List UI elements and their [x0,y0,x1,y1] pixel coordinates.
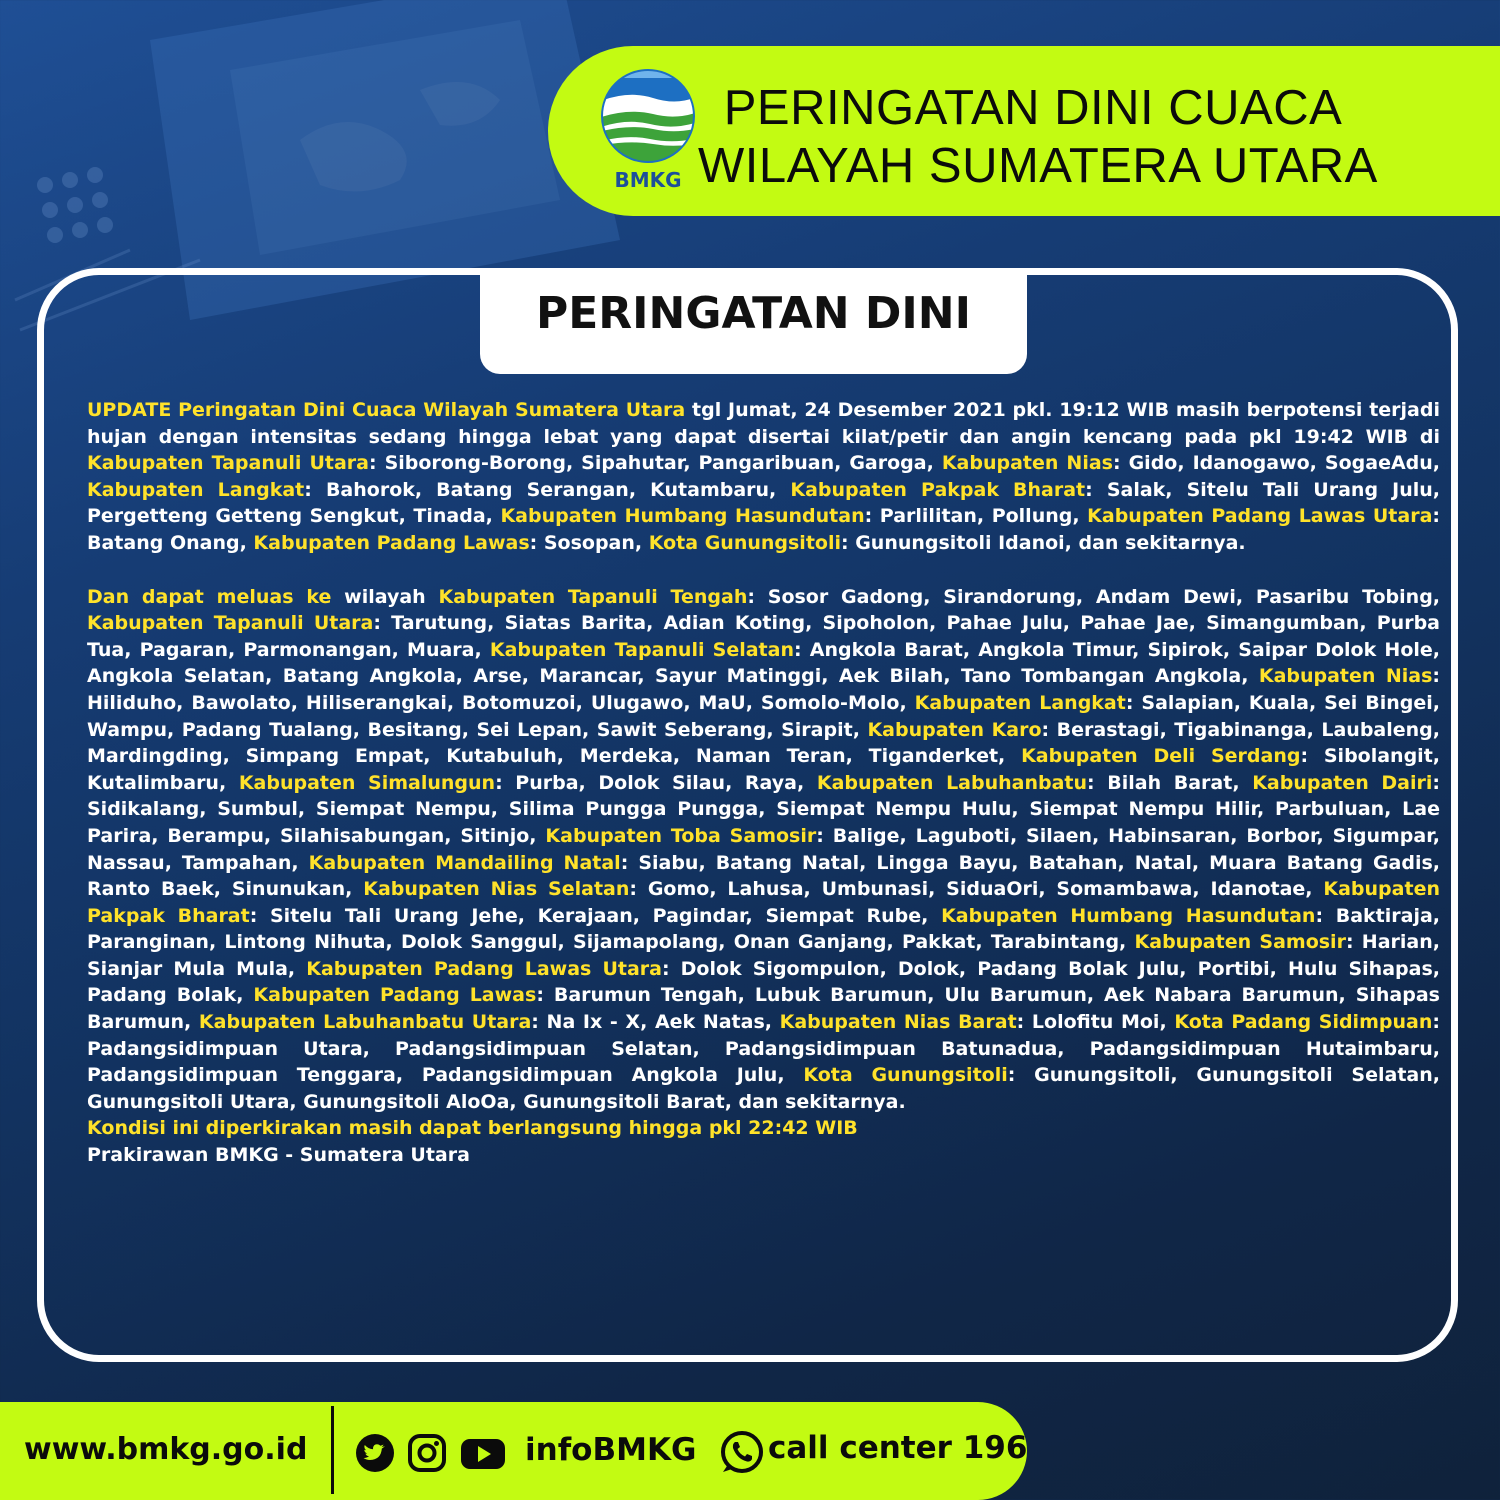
header-title-line1: PERINGATAN DINI CUACA [723,81,1343,135]
social-handle[interactable]: infoBMKG [525,1432,697,1468]
region-name: Kabupaten Humbang Hasundutan [500,505,865,528]
region-name: Kabupaten Nias [941,452,1113,475]
call-center-number[interactable]: call center 196 [768,1430,1028,1466]
text-segment: : Sibolangit, Kutalimbaru, [87,745,1440,794]
region-name: Kabupaten Nias Barat [779,1011,1017,1034]
region-name: Dan dapat meluas ke [87,585,332,608]
region-name: Kabupaten Padang Lawas [253,531,530,554]
region-name: Kabupaten Padang Lawas Utara [1087,505,1433,528]
text-segment: : Bahorok, Batang Serangan, Kutambaru, [304,478,791,501]
region-name: Kabupaten Simalungun [238,771,496,794]
text-segment: : Barumun Tengah, Lubuk Barumun, Ulu Barumun, Aek Nabara Barumun, Sihapas Barumun, [87,984,1440,1034]
region-name: Kabupaten Tapanuli Tengah [438,585,748,608]
text-segment: : Sosopan, [529,531,649,554]
region-name: UPDATE Peringatan Dini Cuaca Wilayah Sumatera Utara [87,399,686,421]
region-name: Kota Padang Sidimpuan [1174,1011,1433,1034]
text-segment: : Balige, Laguboti, Silaen, Habinsaran, Borbor, Sigumpar, Nassau, Tampahan, [87,824,1440,874]
header-title-line2: WILAYAH SUMATERA UTARA [698,139,1378,193]
text-segment: : Salapian, Kuala, Sei Bingei, Wampu, Padang Tualang, Besitang, Sei Lepan, Sawit Seberang, Sirapit, [87,691,1440,741]
region-name: Kabupaten Pakpak Bharat [790,478,1086,501]
region-name: Kabupaten Pakpak Bharat [87,878,1440,927]
text-segment: : Harian, Sianjar Mula Mula, [87,931,1440,980]
region-name: Kabupaten Langkat [914,691,1126,714]
text-segment: : Gunungsitoli, Gunungsitoli Selatan, Gunungsitoli Utara, Gunungsitoli AloOa, Gunungsitoli Barat, dan sekitarnya. [87,1064,1440,1113]
text-segment: : Berastagi, Tigabinanga, Laubaleng, Mardingding, Simpang Empat, Kutabuluh, Merdeka, Naman Teran, Tiganderket, [87,718,1440,768]
text-segment: : Purba, Dolok Silau, Raya, [495,771,817,794]
region-name: Kabupaten Labuhanbatu [816,771,1088,794]
region-name: Kabupaten Tapanuli Utara [87,452,369,475]
website-link[interactable]: www.bmkg.go.id [24,1432,308,1467]
phone-icon [720,1430,764,1474]
logo-text: BMKG [614,168,682,192]
card-tab [480,268,1027,374]
region-name: Kabupaten Padang Lawas Utara [306,957,662,980]
text-segment: : Gido, Idanogawo, SogaeAdu, [1112,452,1441,475]
region-name: Kabupaten Deli Serdang [1021,745,1301,768]
text-segment: : Hiliduho, Bawolato, Hiliserangkai, Botomuzoi, Ulugawo, MaU, Somolo-Molo, [87,665,1440,714]
warning-paragraph-1 [87,397,1440,557]
region-name: Kabupaten Tapanuli Selatan [489,638,794,661]
closing-statement: Kondisi ini diperkirakan masih dapat berlangsung hingga pkl 22:42 WIB [87,1117,858,1140]
text-segment: : Sosor Gadong, Sirandorung, Andam Dewi, Pasaribu Tobing, [747,585,1441,608]
text-segment: : Dolok Sigompulon, Dolok, Padang Bolak Julu, Portibi, Hulu Sihapas, Padang Bolak, [87,957,1440,1007]
text-segment: : Salak, Sitelu Tali Urang Julu, Pergetteng Getteng Sengkut, Tinada, [87,478,1440,528]
warning-content [87,397,1440,1169]
text-segment: tgl Jumat, 24 Desember 2021 pkl. 19:12 WIB masih berpotensi terjadi hujan dengan intensitas sedang hingga lebat yang dapat disertai kilat/petir dan angin kencang pada pkl 19:42 WIB di [87,399,1440,448]
bmkg-logo [598,68,698,193]
footer-divider [331,1406,334,1494]
region-name: Kabupaten Karo [867,718,1042,741]
text-segment: : Lolofitu Moi, [1016,1011,1175,1034]
text-segment: : Siborong-Borong, Sipahutar, Pangaribuan, Garoga, [368,452,942,475]
region-name: Kota Gunungsitoli [648,531,841,554]
region-name: Kabupaten Dairi [1252,771,1433,794]
footer-bar [0,1402,1027,1500]
text-segment: : Tarutung, Siatas Barita, Adian Koting, Sipoholon, Pahae Julu, Pahae Jae, Simangumban, Purba Tua, Pagaran, Parmonangan, Muara, [87,612,1440,661]
youtube-icon[interactable] [460,1433,506,1473]
text-segment: : Bilah Barat, [1087,771,1253,794]
region-name: Kabupaten Tapanuli Utara [87,612,374,635]
text-segment: : Sitelu Tali Urang Jehe, Kerajaan, Pagindar, Siempat Rube, [249,904,942,927]
forecaster-signature: Prakirawan BMKG - Sumatera Utara [87,1144,470,1167]
region-name: Kota Gunungsitoli [803,1064,1008,1087]
text-segment: : Sidikalang, Sumbul, Siempat Nempu, Silima Pungga Pungga, Siempat Nempu Hulu, Siempat Nempu Hilir, Parbuluan, Lae Parira, Berampu, Silahisabungan, Sitinjo, [87,771,1440,847]
region-name: Kabupaten Langkat [87,478,305,501]
text-segment: : Gomo, Lahusa, Umbunasi, SiduaOri, Somambawa, Idanotae, [629,878,1324,901]
text-segment: : Parlilitan, Pollung, [864,505,1088,528]
region-name: Kabupaten Padang Lawas [253,984,537,1007]
text-segment: : Siabu, Batang Natal, Lingga Bayu, Batahan, Natal, Muara Batang Gadis, Ranto Baek, Sinunukan, [87,851,1441,901]
text-segment: wilayah [331,585,439,608]
region-name: Kabupaten Toba Samosir [545,824,817,847]
text-segment: : Batang Onang, [87,505,1441,554]
text-segment: : Baktiraja, Paranginan, Lintong Nihuta, Dolok Sanggul, Sijamapolang, Onan Ganjang, Pakkat, Tarabintang, [87,904,1440,954]
text-segment: : Padangsidimpuan Utara, Padangsidimpuan Selatan, Padangsidimpuan Batunadua, Padangsidimpuan Hutaimbaru, Padangsidimpuan Tenggara, Padangsidimpuan Angkola Julu, [87,1011,1440,1087]
text-segment: : Angkola Barat, Angkola Timur, Sipirok, Saipar Dolok Hole, Angkola Selatan, Batang Angkola, Arse, Marancar, Sayur Matinggi, Aek Bilah, Tano Tombangan Angkola, [87,638,1440,688]
text-segment: : Na Ix - X, Aek Natas, [531,1011,780,1034]
twitter-icon[interactable] [355,1433,395,1473]
card-title: PERINGATAN DINI [535,288,971,339]
text-segment: : Gunungsitoli Idanoi, dan sekitarnya. [840,531,1246,554]
instagram-icon[interactable] [407,1433,447,1473]
region-name: Kabupaten Labuhanbatu Utara [198,1011,532,1034]
header-banner [548,46,1500,216]
region-name: Kabupaten Mandailing Natal [308,851,621,874]
region-name: Kabupaten Humbang Hasundutan [941,904,1316,927]
region-name: Kabupaten Samosir [1134,931,1346,954]
region-name: Kabupaten Nias [1258,665,1433,688]
warning-paragraph-2 [87,584,1440,1116]
region-name: Kabupaten Nias Selatan [363,878,630,901]
